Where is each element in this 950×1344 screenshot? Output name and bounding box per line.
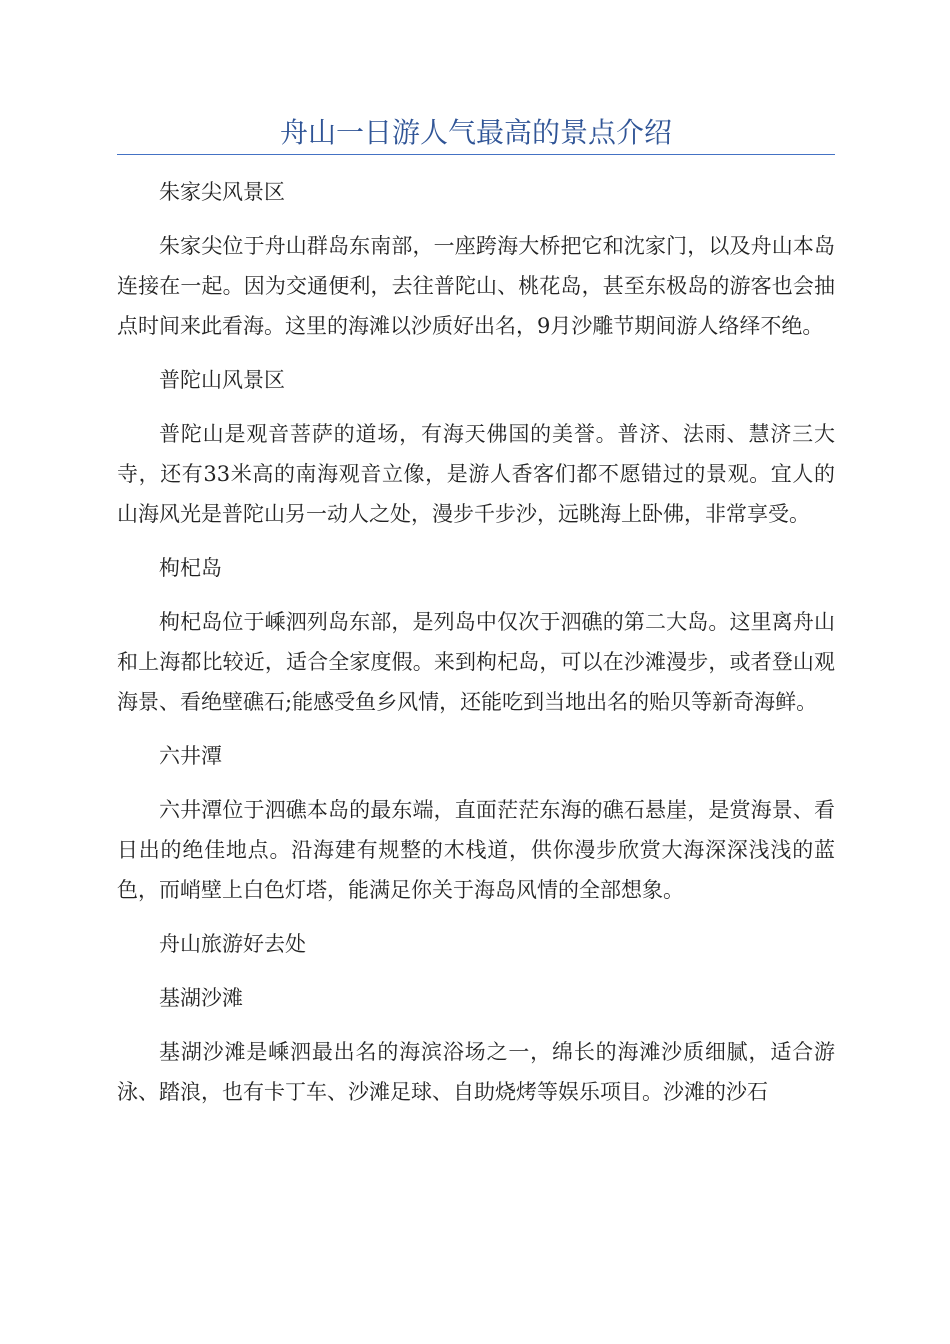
section-heading-zhujiajian: 朱家尖风景区 bbox=[159, 180, 285, 204]
section-heading-gouqi-island: 枸杞岛 bbox=[159, 556, 222, 580]
document-title: 舟山一日游人气最高的景点介绍 bbox=[279, 116, 672, 149]
title-underline bbox=[117, 154, 835, 155]
paragraph-zhujiajian: 朱家尖位于舟山群岛东南部，一座跨海大桥把它和沈家门，以及舟山本岛连接在一起。因为交通便利，去往普陀山、桃花岛，甚至东极岛的游客也会抽点时间来此看海。这里的海滩以沙质好出名，9月沙雕节期间游人络绎不绝。 bbox=[117, 234, 835, 338]
paragraph-liujingtan: 六井潭位于泗礁本岛的最东端，直面茫茫东海的礁石悬崖，是赏海景、看日出的绝佳地点。沿海建有规整的木栈道，供你漫步欣赏大海深深浅浅的蓝色，而峭壁上白色灯塔，能满足你关于海岛风情的全部想象。 bbox=[117, 798, 835, 902]
section-heading-putuoshan: 普陀山风景区 bbox=[159, 368, 285, 392]
paragraph-gouqi-island: 枸杞岛位于嵊泗列岛东部，是列岛中仅次于泗礁的第二大岛。这里离舟山和上海都比较近，适合全家度假。来到枸杞岛，可以在沙滩漫步，或者登山观海景、看绝壁礁石;能感受鱼乡风情，还能吃到当地出名的贻贝等新奇海鲜。 bbox=[117, 610, 835, 714]
section-heading-zhoushan-places: 舟山旅游好去处 bbox=[159, 932, 306, 956]
section-heading-jihu-beach: 基湖沙滩 bbox=[159, 986, 243, 1010]
paragraph-putuoshan: 普陀山是观音菩萨的道场，有海天佛国的美誉。普济、法雨、慧济三大寺，还有33米高的南海观音立像，是游人香客们都不愿错过的景观。宜人的山海风光是普陀山另一动人之处，漫步千步沙，远眺海上卧佛，非常享受。 bbox=[117, 422, 835, 526]
section-heading-liujingtan: 六井潭 bbox=[159, 744, 222, 768]
paragraph-jihu-beach: 基湖沙滩是嵊泗最出名的海滨浴场之一，绵长的海滩沙质细腻，适合游泳、踏浪，也有卡丁车、沙滩足球、自助烧烤等娱乐项目。沙滩的沙石 bbox=[117, 1040, 835, 1104]
document-body bbox=[117, 172, 835, 1112]
